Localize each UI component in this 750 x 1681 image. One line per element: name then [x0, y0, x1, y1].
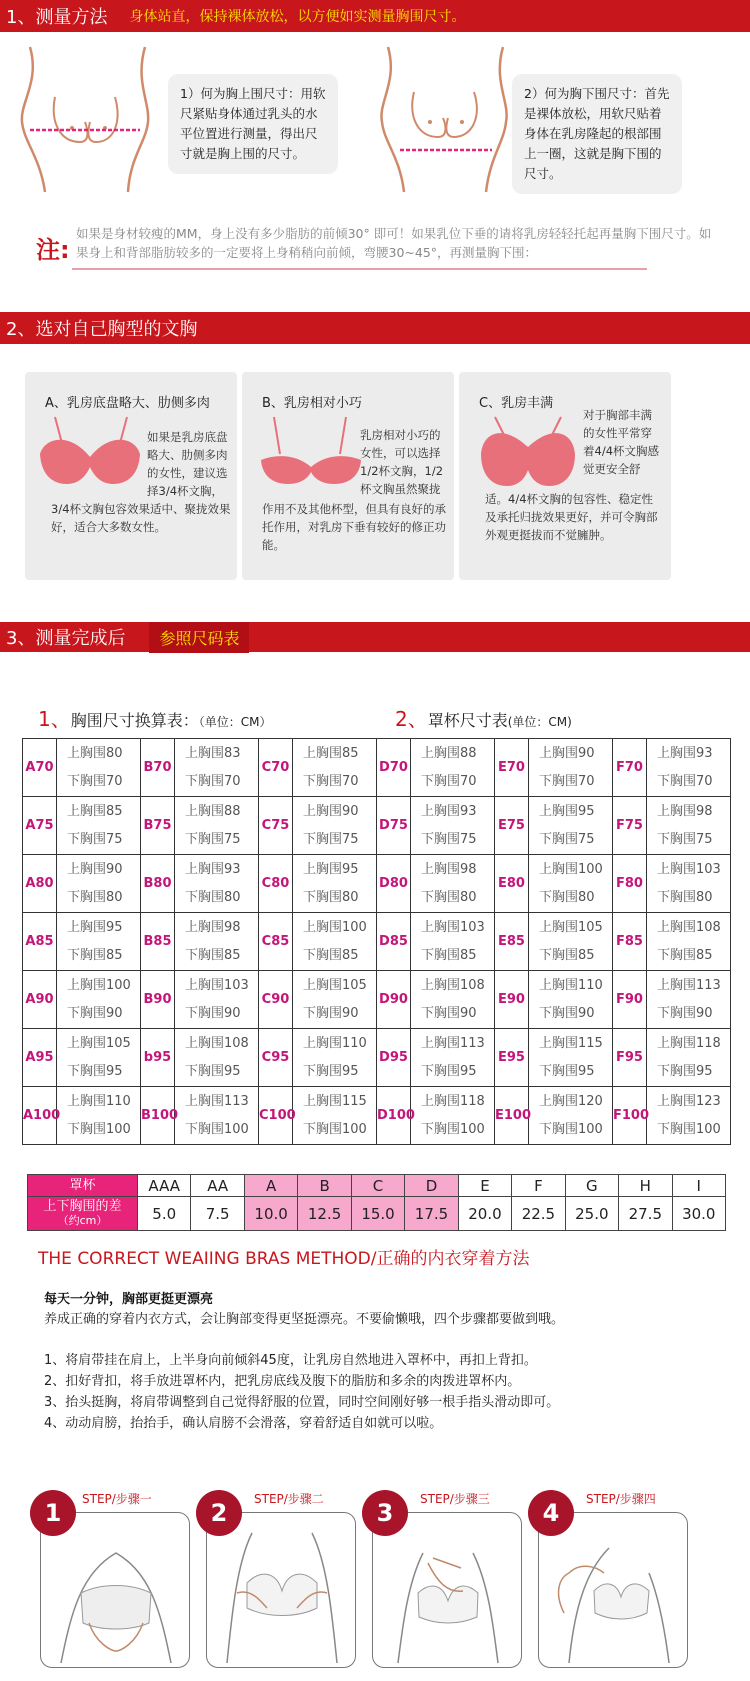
- cup-letter-cell: AAA: [138, 1175, 191, 1197]
- under-bust-value: 下胸围70: [303, 773, 359, 789]
- size-values-cell: [411, 971, 495, 1029]
- size-code-cell: D100: [377, 1087, 411, 1145]
- size-values-cell: [57, 855, 141, 913]
- under-bust-value: 下胸围90: [421, 1005, 477, 1021]
- under-bust-value: 下胸围95: [185, 1063, 241, 1079]
- size-values-cell: [57, 971, 141, 1029]
- bra-44-cup-icon: [473, 412, 583, 492]
- size-code-cell: A80: [23, 855, 57, 913]
- upper-bust-value: 上胸围103: [185, 977, 249, 993]
- upper-bust-value: 上胸围108: [185, 1035, 249, 1051]
- size-code-cell: C100: [259, 1087, 293, 1145]
- step-illustration: [206, 1512, 356, 1668]
- cup-diff-cell: 12.5: [298, 1197, 351, 1231]
- upper-bust-value: 上胸围98: [185, 919, 241, 935]
- size-code-cell: b95: [141, 1029, 175, 1087]
- section3-title: 3、测量完成后: [6, 628, 126, 649]
- bra-12-cup-icon: [256, 412, 366, 492]
- size-values-cell: [293, 739, 377, 797]
- step-number-badge: 2: [196, 1490, 242, 1536]
- upper-bust-value: 上胸围88: [421, 745, 477, 761]
- cup-diff-cell: 27.5: [619, 1197, 672, 1231]
- under-bust-value: 下胸围75: [185, 831, 241, 847]
- note-text: 如果是身材较瘦的MM，身上没有多少脂肪的前倾30° 即可！如果乳位下垂的请将乳房轻轻托起再量胸下围尺寸。如果身上和背部脂肪较多的一定要将上身稍稍向前倾，弯腰30~45°，再测量胸下围：: [76, 226, 712, 260]
- cup-size-table: [27, 1174, 726, 1231]
- cup-card-side-desc: 乳房相对小巧的女性，可以选择1/2杯文胸，1/2杯文胸虽然聚拢: [360, 428, 444, 496]
- upper-bust-value: 上胸围118: [421, 1093, 485, 1109]
- size-code-cell: C70: [259, 739, 293, 797]
- upper-bust-value: 上胸围100: [303, 919, 367, 935]
- upper-bust-value: 上胸围103: [657, 861, 721, 877]
- upper-bust-value: 上胸围98: [657, 803, 713, 819]
- section1-header: [0, 0, 750, 32]
- size-code-cell: A90: [23, 971, 57, 1029]
- upper-bust-value: 上胸围123: [657, 1093, 721, 1109]
- measure-section: [0, 32, 750, 312]
- cup-diff-cell: 7.5: [191, 1197, 244, 1231]
- cup-diff-cell: 20.0: [458, 1197, 511, 1231]
- size-values-cell: [175, 739, 259, 797]
- cup-table-title: [395, 703, 572, 732]
- size-table-row: [23, 913, 731, 971]
- cup-letter-cell: H: [619, 1175, 672, 1197]
- cup-card-title: B、乳房相对小巧: [262, 396, 362, 411]
- size-code-cell: C90: [259, 971, 293, 1029]
- cup-letter-cell: D: [405, 1175, 458, 1197]
- upper-bust-value: 上胸围95: [539, 803, 595, 819]
- cup-card-bottom-desc: 适。4/4杯文胸的包容性、稳定性及承托归拢效果更好，并可令胸部外观更挺拔而不觉臃肿。: [485, 492, 658, 542]
- upper-bust-value: 上胸围110: [539, 977, 603, 993]
- size-code-cell: A100: [23, 1087, 57, 1145]
- step-1-drawing: [41, 1513, 190, 1668]
- size-values-cell: [529, 971, 613, 1029]
- upper-bust-value: 上胸围105: [539, 919, 603, 935]
- upper-bust-value: 上胸围90: [539, 745, 595, 761]
- size-code-cell: B75: [141, 797, 175, 855]
- size-values-cell: [175, 971, 259, 1029]
- step-card-1: [30, 1490, 195, 1675]
- step-3-drawing: [373, 1513, 522, 1668]
- size-code-cell: C75: [259, 797, 293, 855]
- size-values-cell: [57, 913, 141, 971]
- cup-letter-cell: A: [244, 1175, 297, 1197]
- size-code-cell: D90: [377, 971, 411, 1029]
- size-values-cell: [293, 913, 377, 971]
- size-code-cell: E75: [495, 797, 529, 855]
- under-bust-value: 下胸围95: [421, 1063, 477, 1079]
- size-code-cell: F85: [613, 913, 647, 971]
- under-bust-value: 下胸围100: [539, 1121, 603, 1137]
- size-values-cell: [411, 913, 495, 971]
- size-code-cell: F80: [613, 855, 647, 913]
- size-values-cell: [293, 855, 377, 913]
- size-values-cell: [175, 855, 259, 913]
- under-bust-value: 下胸围95: [657, 1063, 713, 1079]
- upper-bust-value: 上胸围113: [657, 977, 721, 993]
- upper-bust-note: [168, 74, 338, 174]
- size-code-cell: F90: [613, 971, 647, 1029]
- cup-card-title: A、乳房底盘略大、肋侧多肉: [45, 396, 210, 411]
- cup-card-c: [459, 372, 671, 580]
- note-underline: [72, 268, 647, 270]
- size-table-row: [23, 971, 731, 1029]
- under-bust-value: 下胸围90: [657, 1005, 713, 1021]
- size-values-cell: [529, 1029, 613, 1087]
- size-conversion-table: [22, 738, 731, 1145]
- cup-card-b: [242, 372, 454, 580]
- cup-diff-cell: 5.0: [138, 1197, 191, 1231]
- size-values-cell: [293, 1087, 377, 1145]
- step-label: STEP/步骤一: [82, 1492, 152, 1506]
- cup-letter-cell: I: [672, 1175, 725, 1197]
- under-bust-value: 下胸围75: [67, 831, 123, 847]
- size-values-cell: [293, 971, 377, 1029]
- size-code-cell: D70: [377, 739, 411, 797]
- upper-bust-value: 上胸围83: [185, 745, 241, 761]
- step-label: STEP/步骤四: [586, 1492, 656, 1506]
- size-code-cell: E80: [495, 855, 529, 913]
- step-label: STEP/步骤三: [420, 1492, 490, 1506]
- size-table-text: 胸围尺寸换算表：: [70, 711, 199, 730]
- method-step-text: 1、将肩带挂在肩上，上半身向前倾斜45度，让乳房自然地进入罩杯中，再扣上背扣。: [44, 1353, 537, 1368]
- cup-card-title: C、乳房丰满: [479, 396, 554, 411]
- under-bust-value: 下胸围70: [539, 773, 595, 789]
- under-bust-value: 下胸围85: [539, 947, 595, 963]
- cup-diff-label: 上下胸围的差: [43, 1198, 122, 1214]
- size-values-cell: [529, 855, 613, 913]
- under-bust-value: 下胸围85: [67, 947, 123, 963]
- cup-card-a: [25, 372, 237, 580]
- under-bust-value: 下胸围100: [657, 1121, 721, 1137]
- size-code-cell: A85: [23, 913, 57, 971]
- size-code-cell: D75: [377, 797, 411, 855]
- size-values-cell: [293, 797, 377, 855]
- size-code-cell: E70: [495, 739, 529, 797]
- size-code-cell: F100: [613, 1087, 647, 1145]
- size-values-cell: [647, 1087, 731, 1145]
- under-bust-value: 下胸围70: [421, 773, 477, 789]
- under-bust-value: 下胸围100: [303, 1121, 367, 1137]
- size-values-cell: [647, 739, 731, 797]
- cup-card-side-desc: 对于胸部丰满的女性平常穿着4/4杯文胸感觉更安全舒: [583, 408, 660, 476]
- cup-letter-cell: C: [351, 1175, 404, 1197]
- under-bust-value: 下胸围70: [185, 773, 241, 789]
- step-2-drawing: [207, 1513, 356, 1668]
- size-code-cell: E100: [495, 1087, 529, 1145]
- size-values-cell: [175, 913, 259, 971]
- upper-bust-value: 上胸围85: [67, 803, 123, 819]
- under-bust-value: 下胸围80: [421, 889, 477, 905]
- size-values-cell: [529, 913, 613, 971]
- size-values-cell: [411, 855, 495, 913]
- cup-letter-cell: AA: [191, 1175, 244, 1197]
- under-bust-value: 下胸围85: [657, 947, 713, 963]
- step-number-badge: 4: [528, 1490, 574, 1536]
- cup-letter-cell: B: [298, 1175, 351, 1197]
- size-values-cell: [175, 1029, 259, 1087]
- size-code-cell: C80: [259, 855, 293, 913]
- size-values-cell: [529, 739, 613, 797]
- size-values-cell: [57, 739, 141, 797]
- note-label: 注:: [36, 236, 70, 264]
- under-bust-value: 下胸围100: [421, 1121, 485, 1137]
- step-card-3: [362, 1490, 527, 1675]
- cup-diff-cell: 30.0: [672, 1197, 725, 1231]
- size-values-cell: [411, 739, 495, 797]
- upper-bust-value: 上胸围120: [539, 1093, 603, 1109]
- under-bust-value: 下胸围90: [303, 1005, 359, 1021]
- cup-letter-cell: F: [512, 1175, 565, 1197]
- step-illustration: [40, 1512, 190, 1668]
- size-table-unit: （单位：CM）: [198, 715, 272, 729]
- upper-bust-value: 上胸围93: [421, 803, 477, 819]
- method-bold-line: 每天一分钟，胸部更挺更漂亮: [44, 1292, 214, 1307]
- step-illustration: [538, 1512, 688, 1668]
- under-bust-value: 下胸围70: [67, 773, 123, 789]
- section3-tag: 参照尺码表: [149, 622, 249, 653]
- under-bust-value: 下胸围85: [303, 947, 359, 963]
- under-bust-value: 下胸围70: [657, 773, 713, 789]
- size-values-cell: [411, 797, 495, 855]
- step-label: STEP/步骤二: [254, 1492, 324, 1506]
- under-bust-value: 下胸围80: [185, 889, 241, 905]
- cup-card-bottom-desc: 3/4杯文胸包容效果适中、聚拢效果好，适合大多数女性。: [51, 502, 231, 534]
- bra-34-cup-icon: [35, 412, 145, 492]
- under-bust-value: 下胸围80: [539, 889, 595, 905]
- upper-bust-value: 上胸围113: [421, 1035, 485, 1051]
- size-table-row: [23, 797, 731, 855]
- cup-diff-cell: 17.5: [405, 1197, 458, 1231]
- size-values-cell: [293, 1029, 377, 1087]
- method-steps-list: [44, 1350, 559, 1434]
- method-intro: 养成正确的穿着内衣方式，会让胸部变得更坚挺漂亮。不要偷懒哦，四个步骤都要做到哦。: [44, 1312, 565, 1327]
- step-4-drawing: [539, 1513, 688, 1668]
- upper-bust-value: 上胸围85: [303, 745, 359, 761]
- cup-header-cell: 罩杯: [28, 1175, 138, 1197]
- upper-bust-value: 上胸围98: [421, 861, 477, 877]
- size-values-cell: [529, 797, 613, 855]
- step-number-badge: 1: [30, 1490, 76, 1536]
- size-code-cell: B80: [141, 855, 175, 913]
- cup-card-bottom-desc: 作用不及其他杯型，但具有良好的承托作用，对乳房下垂有较好的修正功能。: [262, 502, 446, 552]
- section1-title: 1、测量方法: [6, 7, 108, 28]
- upper-bust-value: 上胸围80: [67, 745, 123, 761]
- size-code-cell: E95: [495, 1029, 529, 1087]
- under-bust-value: 下胸围75: [657, 831, 713, 847]
- upper-bust-value: 上胸围93: [185, 861, 241, 877]
- size-code-cell: C95: [259, 1029, 293, 1087]
- under-bust-value: 下胸围80: [303, 889, 359, 905]
- size-values-cell: [57, 1029, 141, 1087]
- size-values-cell: [411, 1029, 495, 1087]
- under-bust-value: 下胸围75: [539, 831, 595, 847]
- size-values-cell: [411, 1087, 495, 1145]
- size-table-row: [23, 1029, 731, 1087]
- size-code-cell: C85: [259, 913, 293, 971]
- upper-bust-note-text: 1）何为胸上围尺寸：用软尺紧贴身体通过乳头的水平位置进行测量，得出尺寸就是胸上围的尺寸。: [180, 86, 326, 161]
- size-values-cell: [647, 913, 731, 971]
- under-bust-value: 下胸围75: [303, 831, 359, 847]
- size-table-row: [23, 1087, 731, 1145]
- size-values-cell: [529, 1087, 613, 1145]
- cup-table-unit: (单位：CM): [507, 715, 572, 729]
- method-step-text: 4、动动肩膀，抬抬手，确认肩膀不会滑落，穿着舒适自如就可以啦。: [44, 1416, 443, 1431]
- size-values-cell: [647, 1029, 731, 1087]
- size-code-cell: B100: [141, 1087, 175, 1145]
- cup-card-side-desc: 如果是乳房底盘略大、肋侧多肉的女性，建议选择3/4杯文胸，: [147, 430, 228, 498]
- cup-letter-cell: G: [565, 1175, 618, 1197]
- cup-diff-header-cell: [28, 1197, 138, 1231]
- under-bust-value: 下胸围75: [421, 831, 477, 847]
- size-table-row: [23, 739, 731, 797]
- under-bust-value: 下胸围95: [303, 1063, 359, 1079]
- under-bust-value: 下胸围85: [421, 947, 477, 963]
- under-bust-value: 下胸围95: [539, 1063, 595, 1079]
- under-bust-value: 下胸围90: [185, 1005, 241, 1021]
- size-code-cell: A75: [23, 797, 57, 855]
- size-table-title: [38, 703, 271, 732]
- size-code-cell: E90: [495, 971, 529, 1029]
- size-values-cell: [647, 971, 731, 1029]
- size-code-cell: D95: [377, 1029, 411, 1087]
- upper-bust-value: 上胸围103: [421, 919, 485, 935]
- size-table-row: [23, 855, 731, 913]
- under-bust-value: 下胸围90: [67, 1005, 123, 1021]
- upper-bust-value: 上胸围95: [303, 861, 359, 877]
- upper-bust-value: 上胸围105: [303, 977, 367, 993]
- under-bust-value: 下胸围80: [657, 889, 713, 905]
- method-step-text: 2、扣好背扣，将手放进罩杯内，把乳房底线及腹下的脂肪和多余的肉拨进罩杯内。: [44, 1374, 521, 1389]
- size-code-cell: D85: [377, 913, 411, 971]
- under-bust-value: 下胸围100: [185, 1121, 249, 1137]
- upper-bust-value: 上胸围95: [67, 919, 123, 935]
- size-code-cell: D80: [377, 855, 411, 913]
- cup-diff-cell: 22.5: [512, 1197, 565, 1231]
- size-code-cell: E85: [495, 913, 529, 971]
- upper-bust-value: 上胸围115: [539, 1035, 603, 1051]
- upper-bust-value: 上胸围93: [657, 745, 713, 761]
- size-code-cell: F95: [613, 1029, 647, 1087]
- upper-bust-value: 上胸围108: [657, 919, 721, 935]
- upper-bust-value: 上胸围90: [303, 803, 359, 819]
- step-illustration: [372, 1512, 522, 1668]
- method-step-text: 3、抬头挺胸，将肩带调整到自己觉得舒服的位置，同时空间刚好够一根手指头滑动即可。: [44, 1395, 560, 1410]
- size-code-cell: A70: [23, 739, 57, 797]
- size-values-cell: [175, 1087, 259, 1145]
- cup-diff-unit: （约cm）: [57, 1213, 108, 1227]
- size-values-cell: [57, 797, 141, 855]
- under-bust-note-text: 2）何为胸下围尺寸：首先是裸体放松，用软尺贴着身体在乳房隆起的根部围上一圈，这就是胸下围的尺寸。: [524, 86, 670, 181]
- cup-letter-cell: E: [458, 1175, 511, 1197]
- section1-hint: 身体站直，保持裸体放松，以方便如实测量胸围尺寸。: [129, 9, 466, 25]
- size-code-cell: B70: [141, 739, 175, 797]
- cup-table-text: 罩杯尺寸表: [427, 711, 508, 730]
- size-values-cell: [57, 1087, 141, 1145]
- step-card-2: [196, 1490, 361, 1675]
- under-bust-value: 下胸围90: [539, 1005, 595, 1021]
- size-values-cell: [175, 797, 259, 855]
- upper-bust-value: 上胸围118: [657, 1035, 721, 1051]
- size-code-cell: B85: [141, 913, 175, 971]
- size-table-num: 1、: [38, 707, 71, 731]
- under-bust-value: 下胸围100: [67, 1121, 131, 1137]
- under-bust-note: [512, 74, 682, 194]
- cup-diff-cell: 25.0: [565, 1197, 618, 1231]
- under-bust-illustration: [370, 42, 520, 202]
- size-values-cell: [647, 797, 731, 855]
- upper-bust-illustration: [10, 42, 160, 202]
- size-code-cell: A95: [23, 1029, 57, 1087]
- size-values-cell: [647, 855, 731, 913]
- size-code-cell: B90: [141, 971, 175, 1029]
- upper-bust-value: 上胸围110: [67, 1093, 131, 1109]
- upper-bust-value: 上胸围100: [539, 861, 603, 877]
- cup-diff-cell: 10.0: [244, 1197, 297, 1231]
- section2-header: [0, 312, 750, 344]
- step-number-badge: 3: [362, 1490, 408, 1536]
- upper-bust-value: 上胸围105: [67, 1035, 131, 1051]
- under-bust-value: 下胸围85: [185, 947, 241, 963]
- cup-diff-cell: 15.0: [351, 1197, 404, 1231]
- upper-bust-value: 上胸围100: [67, 977, 131, 993]
- upper-bust-value: 上胸围110: [303, 1035, 367, 1051]
- upper-bust-value: 上胸围88: [185, 803, 241, 819]
- upper-bust-value: 上胸围115: [303, 1093, 367, 1109]
- section2-title: 2、选对自己胸型的文胸: [6, 319, 198, 340]
- upper-bust-value: 上胸围113: [185, 1093, 249, 1109]
- size-code-cell: F70: [613, 739, 647, 797]
- cup-table-num: 2、: [395, 707, 428, 731]
- upper-bust-value: 上胸围90: [67, 861, 123, 877]
- step-card-4: [528, 1490, 693, 1675]
- under-bust-value: 下胸围80: [67, 889, 123, 905]
- upper-bust-value: 上胸围108: [421, 977, 485, 993]
- section3-header: [0, 622, 750, 652]
- under-bust-value: 下胸围95: [67, 1063, 123, 1079]
- size-code-cell: F75: [613, 797, 647, 855]
- method-title: THE CORRECT WEAIING BRAS METHOD/正确的内衣穿着方法: [38, 1249, 530, 1269]
